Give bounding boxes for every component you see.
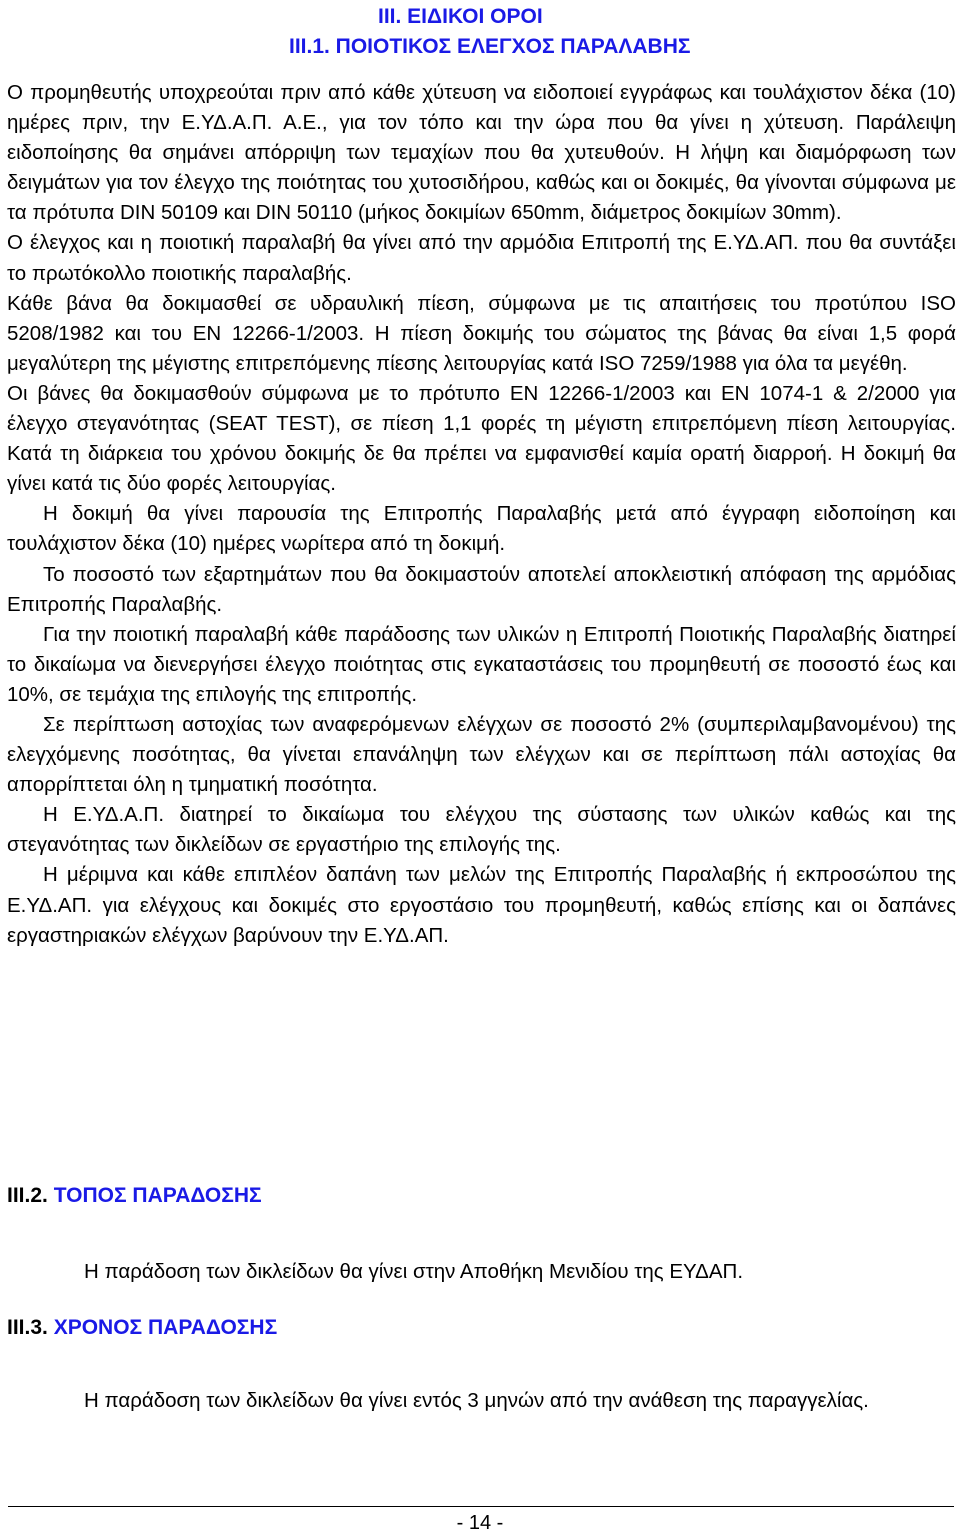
delivery-place-text: Η παράδοση των δικλείδων θα γίνει στην Αποθήκη Μενιδίου της ΕΥΔΑΠ.: [84, 1260, 744, 1283]
paragraph-notification: Ο προμηθευτής υποχρεούται πριν από κάθε χύτευση να ειδοποιεί εγγράφως και τουλάχιστον δέκα (10) ημέρες πριν, την Ε.ΥΔ.Α.Π. Α.Ε., για τον τόπο και την ώρα που θα γίνει η χύτευση. Παράλειψη ειδοποίησης θα σημάνει απόρριψη των τεμαχίων που θα χυτευθούν. Η λήψη και διαμόρφωση των δειγμάτων για τον έλεγχο της ποιότητας του χυτοσιδήρου, καθώς και οι δοκιμές, θα γίνονται σύμφωνα με τα πρότυπα DIN 50109 και DIN 50110 (μήκος δοκιμίων 650mm, διάμετρος δοκιμίων 30mm).: [7, 81, 956, 225]
quality-control-body: [7, 78, 956, 951]
section-number: III.2.: [7, 1184, 48, 1207]
paragraph-failure: Σε περίπτωση αστοχίας των αναφερόμενων ελέγχων σε ποσοστό 2% (συμπεριλαμβανομένου) της ελεγχόμενης ποσότητας, θα γίνεται επανάληψη των ελέγχων και σε περίπτωση πάλι αστοχίας θα απορρίπτεται όλη η τμηματική ποσότητα.: [7, 712, 956, 797]
delivery-time-block: [7, 1386, 947, 1416]
paragraph-composition-check: Η Ε.ΥΔ.Α.Π. διατηρεί το δικαίωμα του ελέγχου της σύστασης των υλικών καθώς και της στεγανότητας των δικλείδων σε εργαστήριο της επιλογής της.: [7, 803, 956, 857]
section-heading-main: III. ΕΙΔΙΚΟΙ ΟΡΟΙ: [378, 5, 543, 28]
delivery-time-text: Η παράδοση των δικλείδων θα γίνει εντός 3 μηνών από την ανάθεση της παραγγελίας.: [84, 1389, 869, 1412]
paragraph-inspection-rights: Για την ποιοτική παραλαβή κάθε παράδοσης των υλικών η Επιτροπή Ποιοτικής Παραλαβής διατηρεί το δικαίωμα να διενεργήσει έλεγχο ποιότητας στις εγκαταστάσεις του προμηθευτή σε ποσοστό έως και 10%, σε τεμάχια της επιλογής της επιτροπής.: [7, 622, 956, 706]
paragraph-percentage: Το ποσοστό των εξαρτημάτων που θα δοκιμαστούν αποτελεί αποκλειστική απόφαση της αρμόδιας Επιτροπής Παραλαβής.: [7, 562, 956, 616]
section-title: ΧΡΟΝΟΣ ΠΑΡΑΔΟΣΗΣ: [53, 1316, 278, 1339]
section-heading-delivery-place: [7, 1184, 262, 1208]
section-title: ΤΟΠΟΣ ΠΑΡΑΔΟΣΗΣ: [53, 1184, 262, 1207]
paragraph-hydraulic-test: Κάθε βάνα θα δοκιμασθεί σε υδραυλική πίεση, σύμφωνα με τις απαιτήσεις του προτύπου ISO 5208/1982 και του EN 12266-1/2003. Η πίεση δοκιμής του σώματος της βάνας θα είναι 1,5 φορά μεγαλύτερη της μέγιστης επιτρεπόμενης πίεσης λειτουργίας κατά ISO 7259/1988 για όλα τα μεγέθη.: [7, 291, 956, 375]
paragraph-committee: Ο έλεγχος και η ποιοτική παραλαβή θα γίνει από την αρμόδια Επιτροπή της Ε.ΥΔ.ΑΠ. που θα συντάξει το πρωτόκολλο ποιοτικής παραλαβής.: [7, 231, 956, 285]
paragraph-test-presence: Η δοκιμή θα γίνει παρουσία της Επιτροπής Παραλαβής μετά από έγγραφη ειδοποίηση και τουλάχιστον δέκα (10) ημέρες νωρίτερα από τη δοκιμή.: [7, 502, 956, 556]
paragraph-expenses: Η μέριμνα και κάθε επιπλέον δαπάνη των μελών της Επιτροπής Παραλαβής ή εκπροσώπου της Ε.ΥΔ.ΑΠ. για ελέγχους και δοκιμές στο εργοστάσιο του προμηθευτή, καθώς επίσης και οι δαπάνες εργαστηριακών ελέγχων βαρύνουν την Ε.ΥΔ.ΑΠ.: [7, 863, 956, 947]
page-number: - 14 -: [456, 1512, 504, 1534]
paragraph-seat-test: Οι βάνες θα δοκιμασθούν σύμφωνα με το πρότυπο EN 12266-1/2003 και EN 1074-1 & 2/2000 για έλεγχο στεγανότητας (SEAT TEST), σε πίεση 1,1 φορές τη μέγιστη επιτρεπόμενη πίεση λειτουργίας. Κατά τη διάρκεια του χρόνου δοκιμής δε θα πρέπει να εμφανισθεί καμία ορατή διαρροή. Η δοκιμή θα γίνει κατά τις δύο φορές λειτουργίας.: [7, 381, 956, 496]
footer-divider: [8, 1506, 954, 1507]
section-heading-quality-control: III.1. ΠΟΙΟΤΙΚΟΣ ΕΛΕΓΧΟΣ ΠΑΡΑΛΑΒΗΣ: [289, 35, 691, 58]
section-heading-delivery-time: [7, 1316, 277, 1340]
section-number: III.3.: [7, 1316, 48, 1339]
